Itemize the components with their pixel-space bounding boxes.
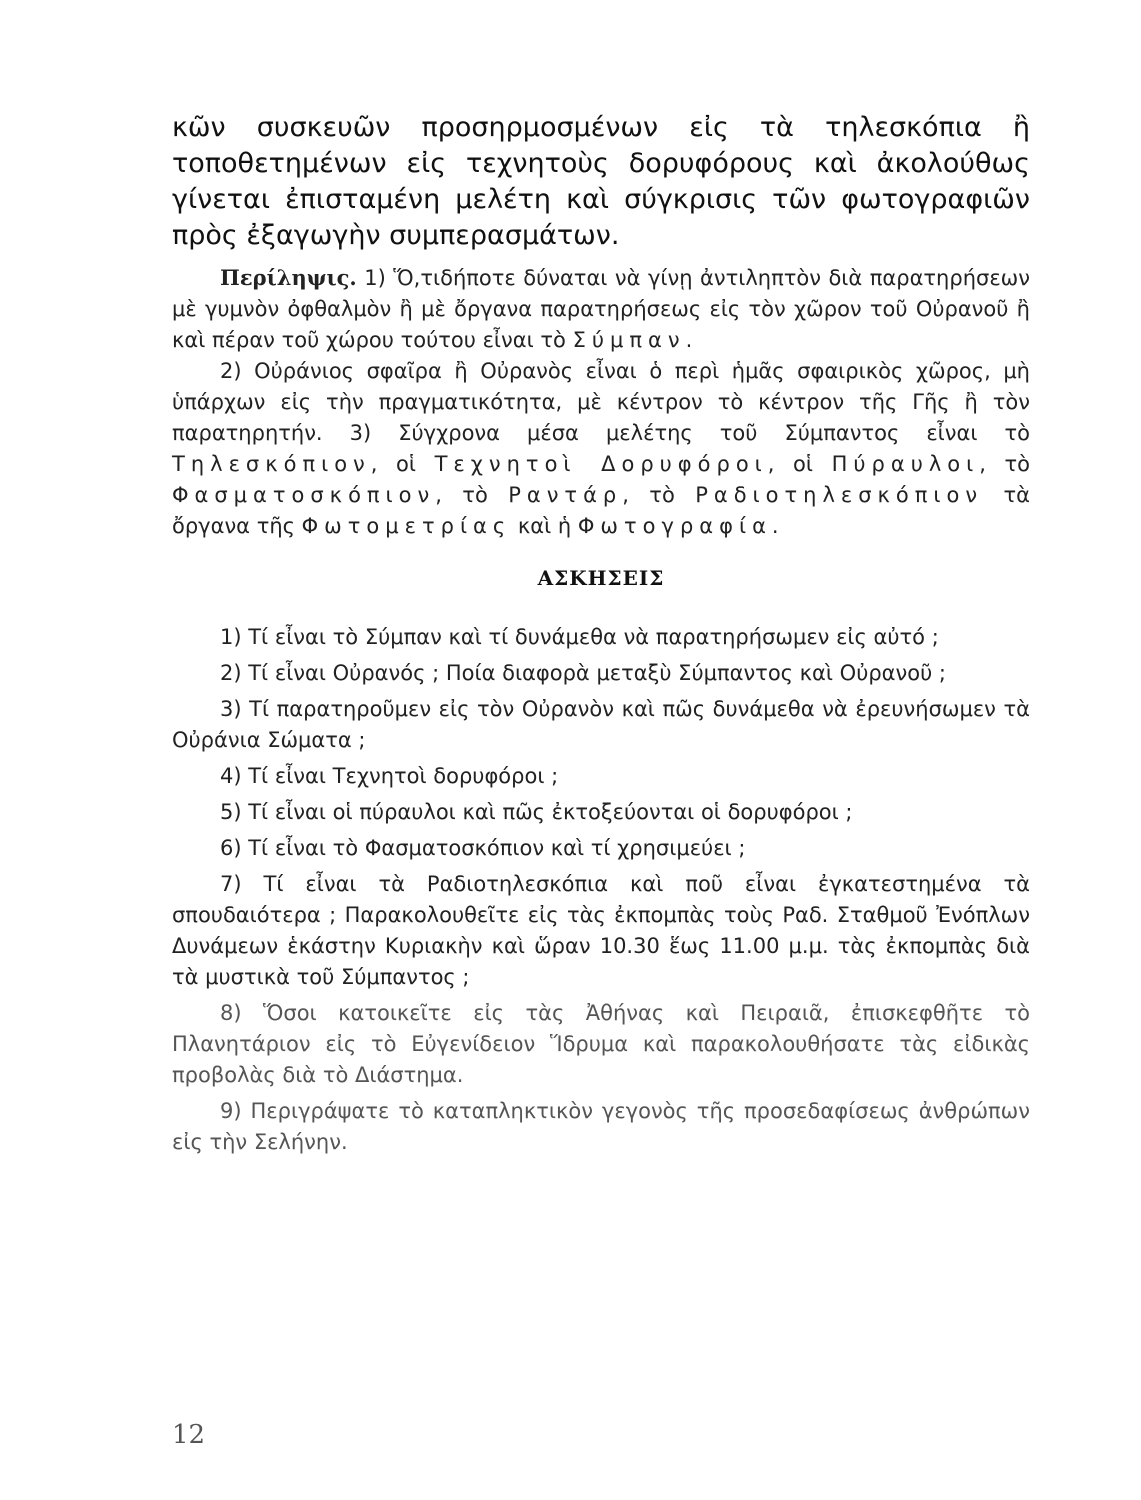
- summary-text: τὰ ὄργανα τῆς: [172, 483, 1030, 538]
- summary-text: 2) Οὐράνιος σφαῖρα ἢ Οὐρανὸς εἶναι ὁ περὶ ἡμᾶς σφαιρικὸς χῶρος, μὴ ὑπάρχων εἰς τὴν πραγματικότητα, μὲ κέντρον τὸ κέντρον τῆς Γῆς ἢ τὸν παρατηρητήν. 3) Σύγχρονα μέσα μελέτης τοῦ Σύμπαντος εἶναι τὸ: [172, 359, 1030, 445]
- summary-paragraph-2: [172, 356, 1030, 542]
- summary-text: καὶ ἡ: [511, 514, 578, 538]
- exercise-item: 9) Περιγράψατε τὸ καταπληκτικὸν γεγονὸς τῆς προσεδαφίσεως ἀνθρώπων εἰς τὴν Σελήνην.: [172, 1099, 1030, 1154]
- term-photometry: Φωτομετρίας: [301, 514, 512, 538]
- exercise-item: 4) Τί εἶναι Τεχνητοὶ δορυφόροι ;: [220, 764, 559, 788]
- intro-paragraph: κῶν συσκευῶν προσηρμοσμένων εἰς τὰ τηλεσκόπια ἢ τοποθετημένων εἰς τεχνητοὺς δορυφόρους καὶ ἀκολούθως γίνεται ἐπισταμένη μελέτη καὶ σύγκρισις τῶν φωτογραφιῶν πρὸς ἐξαγωγὴν συμπερασμάτων.: [172, 112, 1030, 251]
- exercise-item: 3) Τί παρατηροῦμεν εἰς τὸν Οὐρανὸν καὶ πῶς δυνάμεθα νὰ ἐρευνήσωμεν τὰ Οὐράνια Σώματα ;: [172, 697, 1030, 752]
- summary-text: , τὸ: [979, 452, 1030, 476]
- exercise-item: 1) Τί εἶναι τὸ Σύμπαν καὶ τί δυνάμεθα νὰ παρατηρήσωμεν εἰς αὐτό ;: [220, 625, 939, 649]
- term-radar: Ραντάρ: [508, 483, 623, 507]
- summary-text: .: [771, 514, 779, 538]
- term-radiotelescope: Ραδιοτηλεσκόπιον: [695, 483, 984, 507]
- exercises-title: ΑΣΚΗΣΕΙΣ: [537, 566, 665, 590]
- summary-text: 1) Ὅ,τιδήποτε δύναται νὰ γίνῃ ἀντιληπτὸν διὰ παρατηρήσεων μὲ γυμνὸν ὀφθαλμὸν ἢ μὲ ὄργανα παρατηρήσεως εἰς τὸν χῶρον τοῦ Οὐρανοῦ ἢ καὶ πέραν τοῦ χώρου τούτου εἶναι τὸ: [172, 266, 1030, 352]
- summary-text: .: [685, 328, 693, 352]
- exercise-item: 7) Τί εἶναι τὰ Ραδιοτηλεσκόπια καὶ ποῦ εἶναι ἐγκατεστημένα τὰ σπουδαιότερα ; Παρακολουθεῖτε εἰς τὰς ἐκπομπὰς τοὺς Ραδ. Σταθμοῦ Ἐνόπλων Δυνάμεων ἑκάστην Κυριακὴν καὶ ὥραν 10.30 ἕως 11.00 μ.μ. τὰς ἐκπομπὰς διὰ τὰ μυστικὰ τοῦ Σύμπαντος ;: [172, 872, 1030, 989]
- term-spectroscope: Φασματοσκόπιον: [172, 483, 436, 507]
- exercise-item: 8) Ὅσοι κατοικεῖτε εἰς τὰς Ἀθήνας καὶ Πειραιᾶ, ἐπισκεφθῆτε τὸ Πλανητάριον εἰς τὸ Εὐγενίδειον Ἵδρυμα καὶ παρακολουθήσατε τὰς εἰδικὰς προβολὰς διὰ τὸ Διάστημα.: [172, 1001, 1030, 1087]
- exercise-item: 6) Τί εἶναι τὸ Φασματοσκόπιον καὶ τί χρησιμεύει ;: [220, 836, 746, 860]
- term-telescope: Τηλεσκόπιον: [172, 452, 371, 476]
- exercises-list: [172, 622, 1030, 1163]
- summary-text: , τὸ: [435, 483, 509, 507]
- summary-text: , οἱ: [370, 452, 435, 476]
- term-satellites: Τεχνητοὶ Δορυφόροι: [434, 452, 768, 476]
- summary-heading: Περίληψις.: [220, 265, 357, 290]
- exercise-item: 5) Τί εἶναι οἱ πύραυλοι καὶ πῶς ἐκτοξεύονται οἱ δορυφόροι ;: [220, 800, 853, 824]
- summary-text: , τὸ: [622, 483, 696, 507]
- page-number: 12: [172, 1420, 206, 1450]
- summary-section: [172, 262, 1030, 542]
- exercise-item: 2) Τί εἶναι Οὐρανός ; Ποία διαφορὰ μεταξὺ Σύμπαντος καὶ Οὐρανοῦ ;: [220, 661, 946, 685]
- summary-paragraph-1: [172, 262, 1030, 356]
- term-photography: Φωτογραφία: [577, 514, 772, 538]
- term-rockets: Πύραυλοι: [831, 452, 980, 476]
- term-sympan: Σύμπαν: [572, 328, 686, 352]
- summary-text: , οἱ: [767, 452, 832, 476]
